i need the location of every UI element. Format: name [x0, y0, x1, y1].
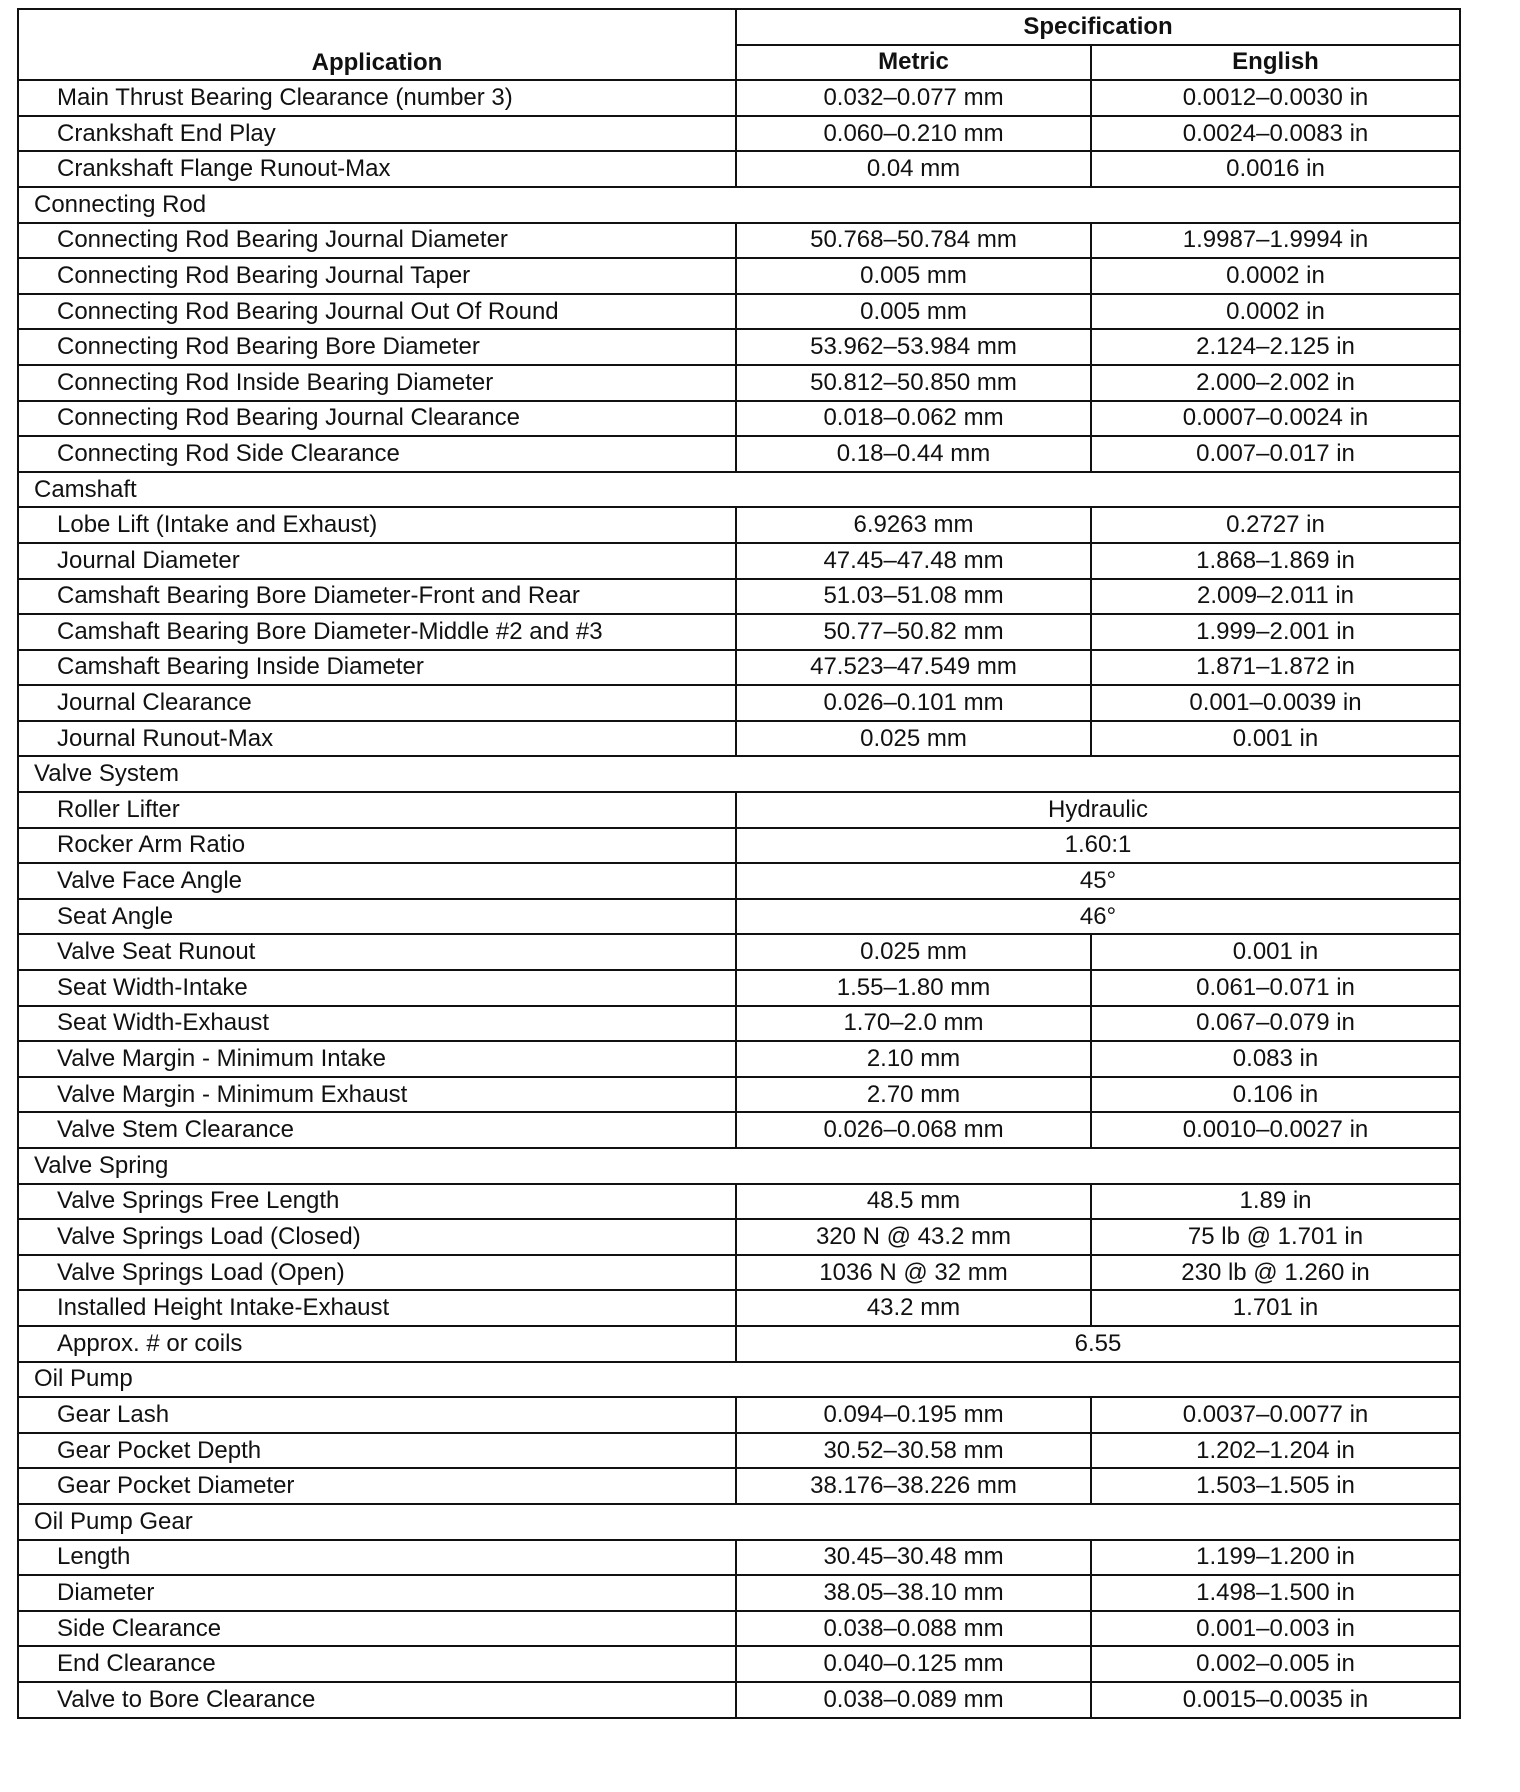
english-cell: 0.0007–0.0024 in — [1091, 401, 1460, 437]
section-row — [18, 1504, 1460, 1540]
header-row-top — [18, 9, 1460, 45]
table-row — [18, 1433, 1460, 1469]
application-cell: Valve Stem Clearance — [18, 1112, 736, 1148]
english-cell: 230 lb @ 1.260 in — [1091, 1255, 1460, 1291]
table-row — [18, 401, 1460, 437]
application-cell: Valve Seat Runout — [18, 934, 736, 970]
english-cell: 0.0015–0.0035 in — [1091, 1682, 1460, 1718]
table-row — [18, 899, 1460, 935]
table-row — [18, 365, 1460, 401]
english-cell: 0.067–0.079 in — [1091, 1006, 1460, 1042]
application-cell: Valve Springs Load (Open) — [18, 1255, 736, 1291]
table-row — [18, 329, 1460, 365]
section-label: Valve System — [18, 756, 1460, 792]
application-cell: Connecting Rod Bearing Journal Out Of Round — [18, 294, 736, 330]
english-cell: 1.202–1.204 in — [1091, 1433, 1460, 1469]
application-cell: Valve Springs Load (Closed) — [18, 1219, 736, 1255]
application-cell: Rocker Arm Ratio — [18, 828, 736, 864]
application-cell: Connecting Rod Bearing Journal Diameter — [18, 223, 736, 259]
metric-cell: 0.005 mm — [736, 294, 1091, 330]
section-row — [18, 187, 1460, 223]
metric-cell: 0.094–0.195 mm — [736, 1397, 1091, 1433]
english-cell: 1.999–2.001 in — [1091, 614, 1460, 650]
metric-cell: 0.060–0.210 mm — [736, 116, 1091, 152]
english-cell: 1.503–1.505 in — [1091, 1468, 1460, 1504]
application-cell: Connecting Rod Bearing Journal Clearance — [18, 401, 736, 437]
section-row — [18, 1362, 1460, 1398]
english-cell: 0.106 in — [1091, 1077, 1460, 1113]
application-cell: Gear Pocket Diameter — [18, 1468, 736, 1504]
application-cell: Gear Pocket Depth — [18, 1433, 736, 1469]
english-cell: 1.701 in — [1091, 1290, 1460, 1326]
merged-spec-cell: 6.55 — [736, 1326, 1460, 1362]
metric-cell: 38.176–38.226 mm — [736, 1468, 1091, 1504]
section-label: Oil Pump Gear — [18, 1504, 1460, 1540]
english-cell: 75 lb @ 1.701 in — [1091, 1219, 1460, 1255]
table-row — [18, 1468, 1460, 1504]
specification-column-header: Specification — [736, 9, 1460, 45]
english-cell: 0.002–0.005 in — [1091, 1646, 1460, 1682]
metric-cell: 50.768–50.784 mm — [736, 223, 1091, 259]
application-cell: Seat Width-Exhaust — [18, 1006, 736, 1042]
table-row — [18, 258, 1460, 294]
table-row — [18, 116, 1460, 152]
english-cell: 1.89 in — [1091, 1184, 1460, 1220]
english-cell: 0.0037–0.0077 in — [1091, 1397, 1460, 1433]
table-row — [18, 650, 1460, 686]
metric-column-header: Metric — [736, 45, 1091, 81]
table-row — [18, 151, 1460, 187]
metric-cell: 6.9263 mm — [736, 507, 1091, 543]
application-cell: Journal Clearance — [18, 685, 736, 721]
application-cell: Journal Runout-Max — [18, 721, 736, 757]
english-cell: 0.083 in — [1091, 1041, 1460, 1077]
metric-cell: 47.523–47.549 mm — [736, 650, 1091, 686]
application-cell: Camshaft Bearing Inside Diameter — [18, 650, 736, 686]
metric-cell: 0.005 mm — [736, 258, 1091, 294]
table-row — [18, 1682, 1460, 1718]
merged-spec-cell: 46° — [736, 899, 1460, 935]
application-cell: Seat Width-Intake — [18, 970, 736, 1006]
metric-cell: 47.45–47.48 mm — [736, 543, 1091, 579]
table-row — [18, 1290, 1460, 1326]
table-row — [18, 1112, 1460, 1148]
english-cell: 1.871–1.872 in — [1091, 650, 1460, 686]
application-cell: End Clearance — [18, 1646, 736, 1682]
table-row — [18, 1041, 1460, 1077]
metric-cell: 53.962–53.984 mm — [736, 329, 1091, 365]
application-cell: Valve Face Angle — [18, 863, 736, 899]
metric-cell: 2.70 mm — [736, 1077, 1091, 1113]
table-row — [18, 1255, 1460, 1291]
metric-cell: 320 N @ 43.2 mm — [736, 1219, 1091, 1255]
table-row — [18, 436, 1460, 472]
table-row — [18, 934, 1460, 970]
english-column-header: English — [1091, 45, 1460, 81]
section-row — [18, 472, 1460, 508]
section-row — [18, 1148, 1460, 1184]
table-row — [18, 223, 1460, 259]
metric-cell: 0.025 mm — [736, 934, 1091, 970]
table-row — [18, 80, 1460, 116]
table-row — [18, 579, 1460, 615]
application-cell: Journal Diameter — [18, 543, 736, 579]
section-label: Connecting Rod — [18, 187, 1460, 223]
application-cell: Valve Margin - Minimum Intake — [18, 1041, 736, 1077]
table-row — [18, 1006, 1460, 1042]
table-row — [18, 1077, 1460, 1113]
english-cell: 1.498–1.500 in — [1091, 1575, 1460, 1611]
english-cell: 0.0024–0.0083 in — [1091, 116, 1460, 152]
metric-cell: 0.038–0.088 mm — [736, 1611, 1091, 1647]
table-row — [18, 1326, 1460, 1362]
metric-cell: 0.018–0.062 mm — [736, 401, 1091, 437]
english-cell: 0.001 in — [1091, 721, 1460, 757]
specification-table — [17, 8, 1461, 1719]
english-cell: 0.001 in — [1091, 934, 1460, 970]
metric-cell: 38.05–38.10 mm — [736, 1575, 1091, 1611]
application-cell: Valve Springs Free Length — [18, 1184, 736, 1220]
english-cell: 2.124–2.125 in — [1091, 329, 1460, 365]
application-cell: Crankshaft End Play — [18, 116, 736, 152]
english-cell: 2.000–2.002 in — [1091, 365, 1460, 401]
metric-cell: 48.5 mm — [736, 1184, 1091, 1220]
merged-spec-cell: 45° — [736, 863, 1460, 899]
english-cell: 0.007–0.017 in — [1091, 436, 1460, 472]
table-row — [18, 792, 1460, 828]
table-body — [18, 80, 1460, 1717]
section-label: Valve Spring — [18, 1148, 1460, 1184]
english-cell: 2.009–2.011 in — [1091, 579, 1460, 615]
application-cell: Valve to Bore Clearance — [18, 1682, 736, 1718]
application-cell: Diameter — [18, 1575, 736, 1611]
metric-cell: 43.2 mm — [736, 1290, 1091, 1326]
english-cell: 0.001–0.003 in — [1091, 1611, 1460, 1647]
metric-cell: 0.040–0.125 mm — [736, 1646, 1091, 1682]
table-row — [18, 1540, 1460, 1576]
metric-cell: 0.038–0.089 mm — [736, 1682, 1091, 1718]
table-row — [18, 828, 1460, 864]
section-row — [18, 756, 1460, 792]
table-row — [18, 685, 1460, 721]
application-cell: Valve Margin - Minimum Exhaust — [18, 1077, 736, 1113]
section-label: Oil Pump — [18, 1362, 1460, 1398]
table-row — [18, 1575, 1460, 1611]
table-row — [18, 507, 1460, 543]
metric-cell: 30.45–30.48 mm — [736, 1540, 1091, 1576]
section-label: Camshaft — [18, 472, 1460, 508]
table-row — [18, 1646, 1460, 1682]
english-cell: 0.0002 in — [1091, 258, 1460, 294]
english-cell: 0.0010–0.0027 in — [1091, 1112, 1460, 1148]
english-cell: 0.0016 in — [1091, 151, 1460, 187]
application-cell: Camshaft Bearing Bore Diameter-Middle #2 and #3 — [18, 614, 736, 650]
application-cell: Connecting Rod Bearing Journal Taper — [18, 258, 736, 294]
application-cell: Crankshaft Flange Runout-Max — [18, 151, 736, 187]
metric-cell: 1036 N @ 32 mm — [736, 1255, 1091, 1291]
english-cell: 0.0002 in — [1091, 294, 1460, 330]
application-cell: Installed Height Intake-Exhaust — [18, 1290, 736, 1326]
merged-spec-cell: 1.60:1 — [736, 828, 1460, 864]
english-cell: 1.199–1.200 in — [1091, 1540, 1460, 1576]
application-cell: Camshaft Bearing Bore Diameter-Front and Rear — [18, 579, 736, 615]
table-row — [18, 543, 1460, 579]
application-cell: Connecting Rod Inside Bearing Diameter — [18, 365, 736, 401]
metric-cell: 0.026–0.101 mm — [736, 685, 1091, 721]
table-row — [18, 294, 1460, 330]
merged-spec-cell: Hydraulic — [736, 792, 1460, 828]
table-row — [18, 970, 1460, 1006]
metric-cell: 51.03–51.08 mm — [736, 579, 1091, 615]
application-column-header: Application — [18, 9, 736, 80]
english-cell: 0.001–0.0039 in — [1091, 685, 1460, 721]
application-cell: Gear Lash — [18, 1397, 736, 1433]
table-row — [18, 1397, 1460, 1433]
metric-cell: 0.18–0.44 mm — [736, 436, 1091, 472]
metric-cell: 0.04 mm — [736, 151, 1091, 187]
metric-cell: 1.70–2.0 mm — [736, 1006, 1091, 1042]
metric-cell: 1.55–1.80 mm — [736, 970, 1091, 1006]
application-cell: Approx. # or coils — [18, 1326, 736, 1362]
table-row — [18, 1184, 1460, 1220]
table-row — [18, 1219, 1460, 1255]
english-cell: 0.0012–0.0030 in — [1091, 80, 1460, 116]
table-row — [18, 614, 1460, 650]
application-cell: Side Clearance — [18, 1611, 736, 1647]
metric-cell: 0.026–0.068 mm — [736, 1112, 1091, 1148]
table-header — [18, 9, 1460, 80]
application-cell: Roller Lifter — [18, 792, 736, 828]
application-cell: Length — [18, 1540, 736, 1576]
table-row — [18, 1611, 1460, 1647]
metric-cell: 0.032–0.077 mm — [736, 80, 1091, 116]
metric-cell: 50.812–50.850 mm — [736, 365, 1091, 401]
table-row — [18, 721, 1460, 757]
metric-cell: 30.52–30.58 mm — [736, 1433, 1091, 1469]
metric-cell: 2.10 mm — [736, 1041, 1091, 1077]
english-cell: 0.061–0.071 in — [1091, 970, 1460, 1006]
application-cell: Seat Angle — [18, 899, 736, 935]
metric-cell: 0.025 mm — [736, 721, 1091, 757]
english-cell: 1.9987–1.9994 in — [1091, 223, 1460, 259]
english-cell: 0.2727 in — [1091, 507, 1460, 543]
application-cell: Main Thrust Bearing Clearance (number 3) — [18, 80, 736, 116]
metric-cell: 50.77–50.82 mm — [736, 614, 1091, 650]
application-cell: Lobe Lift (Intake and Exhaust) — [18, 507, 736, 543]
application-cell: Connecting Rod Side Clearance — [18, 436, 736, 472]
application-cell: Connecting Rod Bearing Bore Diameter — [18, 329, 736, 365]
english-cell: 1.868–1.869 in — [1091, 543, 1460, 579]
table-row — [18, 863, 1460, 899]
